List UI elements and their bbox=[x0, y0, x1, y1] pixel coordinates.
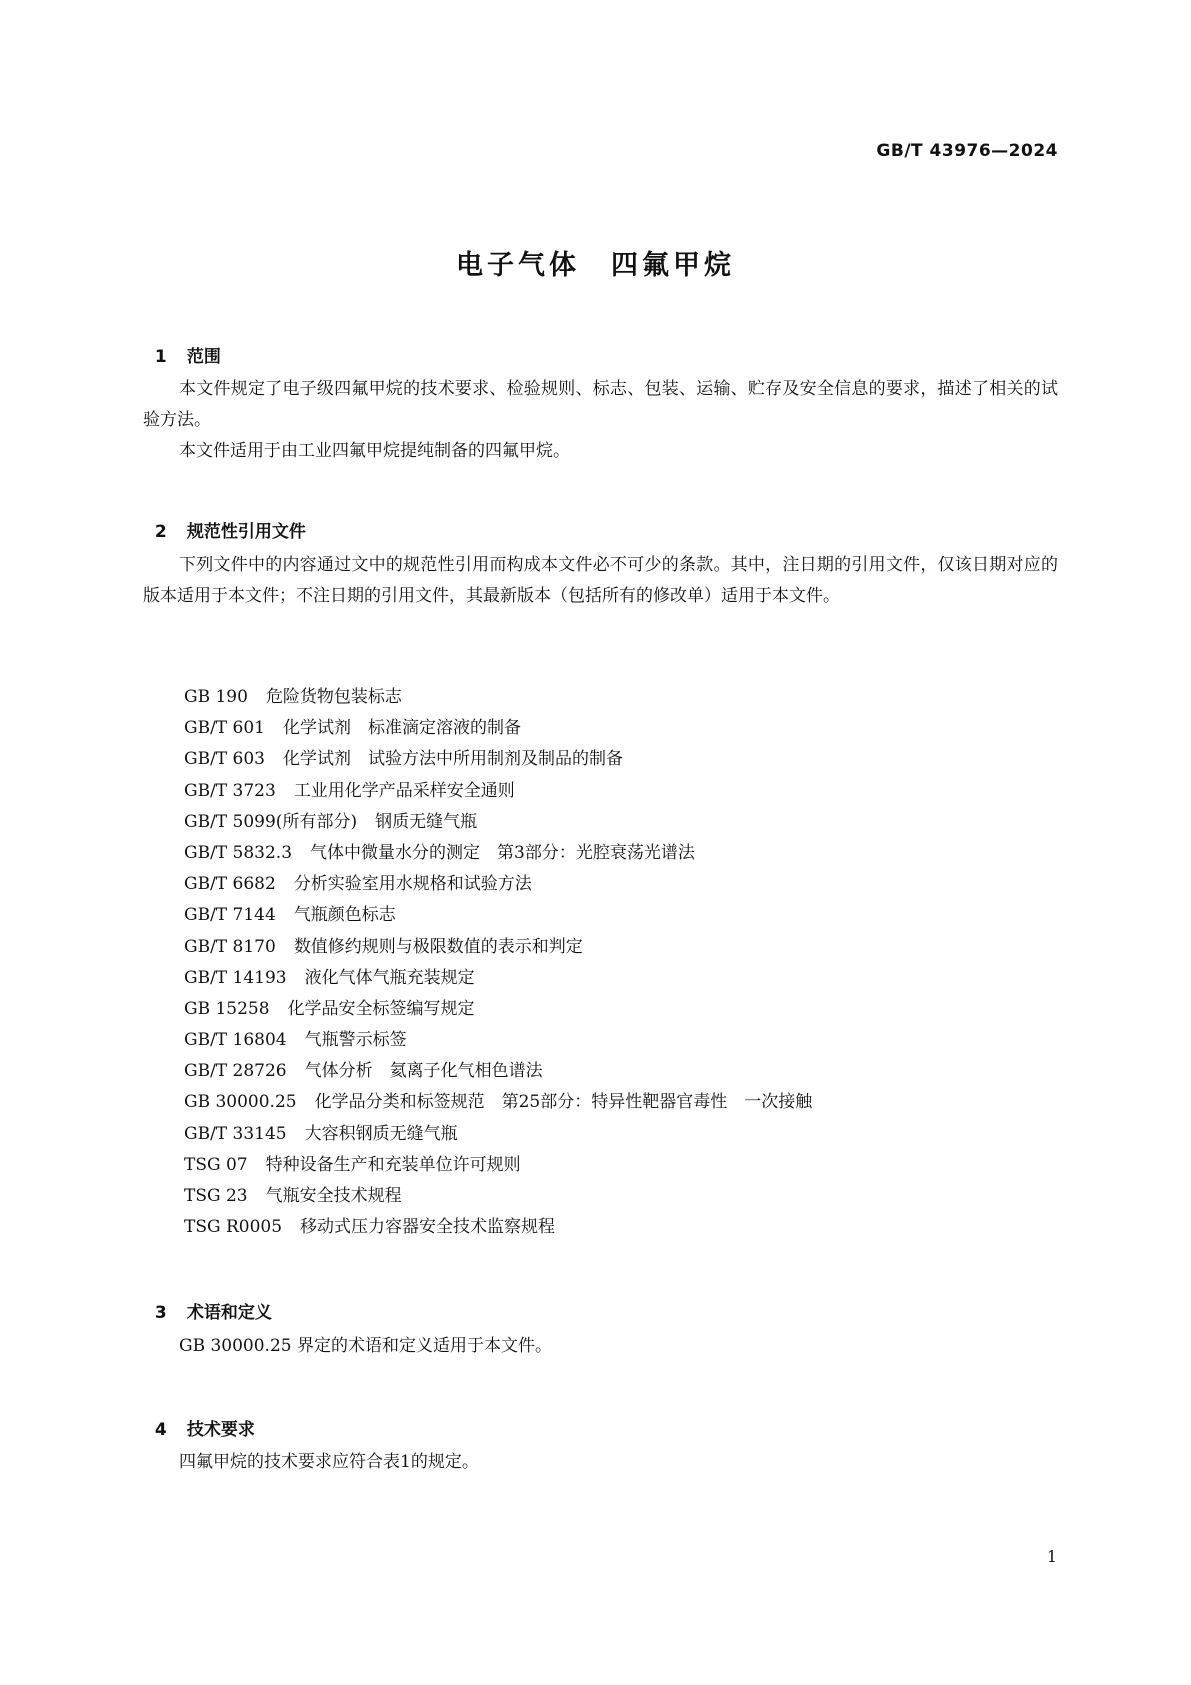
page-number: 1 bbox=[1046, 1547, 1057, 1566]
reference-title: 气瓶颜色标志 bbox=[293, 905, 396, 926]
reference-item bbox=[184, 994, 812, 1025]
standard-number: GB/T 43976—2024 bbox=[876, 141, 1058, 161]
reference-title: 钢质无缝气瓶 bbox=[375, 811, 478, 832]
requirements-paragraph: 四氟甲烷的技术要求应符合表1的规定。 bbox=[179, 1452, 479, 1472]
reference-code: GB 30000.25 bbox=[184, 1092, 297, 1113]
section-title: 范围 bbox=[186, 347, 221, 367]
section-number: 3 bbox=[154, 1303, 167, 1323]
section-number: 2 bbox=[154, 522, 167, 542]
reference-title: 特种设备生产和充装单位许可规则 bbox=[265, 1154, 521, 1175]
reference-item bbox=[184, 1056, 812, 1087]
section-title: 术语和定义 bbox=[186, 1303, 272, 1323]
reference-item bbox=[184, 869, 812, 900]
reference-title: 数值修约规则与极限数值的表示和判定 bbox=[293, 936, 583, 957]
reference-code: GB 190 bbox=[184, 687, 248, 707]
section-heading-technical-requirements bbox=[143, 1395, 255, 1440]
reference-code: GB/T 28726 bbox=[184, 1061, 287, 1082]
reference-title: 化学品安全标签编写规定 bbox=[287, 998, 475, 1019]
reference-code: GB/T 33145 bbox=[184, 1123, 287, 1144]
reference-title: 化学试剂 试验方法中所用制剂及制品的制备 bbox=[283, 749, 623, 770]
reference-code: GB/T 601 bbox=[184, 718, 265, 739]
reference-code: GB/T 6682 bbox=[184, 874, 276, 895]
reference-code: TSG 07 bbox=[184, 1154, 248, 1175]
reference-item bbox=[184, 838, 812, 869]
reference-title: 气体中微量水分的测定 第3部分：光腔衰荡光谱法 bbox=[310, 842, 695, 863]
reference-item bbox=[184, 807, 812, 838]
scope-paragraph: 本文件适用于由工业四氟甲烷提纯制备的四氟甲烷。 bbox=[179, 441, 570, 461]
reference-code: GB/T 14193 bbox=[184, 967, 287, 988]
reference-item bbox=[184, 682, 812, 713]
reference-list bbox=[184, 682, 812, 1243]
reference-item bbox=[184, 900, 812, 931]
reference-item bbox=[184, 1150, 812, 1181]
reference-item bbox=[184, 1212, 812, 1243]
reference-title: 大容积钢质无缝气瓶 bbox=[304, 1123, 458, 1144]
section-title: 技术要求 bbox=[186, 1420, 255, 1440]
section-number: 4 bbox=[154, 1420, 167, 1440]
reference-title: 气瓶警示标签 bbox=[304, 1030, 407, 1051]
section-heading-terms-and-definitions bbox=[143, 1278, 272, 1323]
reference-title: 分析实验室用水规格和试验方法 bbox=[293, 874, 532, 895]
reference-code: TSG R0005 bbox=[184, 1217, 283, 1238]
reference-item bbox=[184, 776, 812, 807]
reference-title: 气瓶安全技术规程 bbox=[265, 1186, 402, 1206]
reference-title: 液化气体气瓶充装规定 bbox=[304, 967, 475, 988]
references-intro-paragraph: 下列文件中的内容通过文中的规范性引用而构成本文件必不可少的条款。其中，注日期的引用文件，仅该日期对应的版本适用于本文件；不注日期的引用文件，其最新版本（包括所有的修改单）适用于本文件。 bbox=[143, 555, 1058, 606]
reference-code: GB/T 7144 bbox=[184, 905, 276, 926]
reference-title: 工业用化学产品采样安全通则 bbox=[293, 780, 515, 801]
reference-code: GB/T 16804 bbox=[184, 1030, 287, 1051]
section-heading-normative-references bbox=[143, 497, 306, 542]
section-title: 规范性引用文件 bbox=[186, 522, 306, 542]
reference-title: 化学品分类和标签规范 第25部分：特异性靶器官毒性 一次接触 bbox=[314, 1092, 813, 1113]
reference-code: GB/T 8170 bbox=[184, 936, 276, 957]
reference-title: 化学试剂 标准滴定溶液的制备 bbox=[283, 718, 521, 739]
document-title: 电子气体 四氟甲烷 bbox=[456, 250, 735, 281]
section-number: 1 bbox=[154, 347, 167, 367]
reference-title: 气体分析 氦离子化气相色谱法 bbox=[304, 1061, 543, 1082]
reference-code: GB 15258 bbox=[184, 998, 270, 1019]
terms-paragraph: GB 30000.25 界定的术语和定义适用于本文件。 bbox=[179, 1336, 552, 1356]
reference-item bbox=[184, 1087, 812, 1118]
reference-code: GB/T 5832.3 bbox=[184, 842, 293, 863]
reference-item bbox=[184, 932, 812, 963]
reference-item bbox=[184, 1119, 812, 1150]
reference-item bbox=[184, 744, 812, 775]
section-heading-scope bbox=[143, 322, 221, 367]
reference-code: GB/T 603 bbox=[184, 749, 265, 770]
reference-code: GB/T 5099(所有部分) bbox=[184, 811, 358, 832]
reference-item bbox=[184, 1181, 812, 1212]
reference-title: 危险货物包装标志 bbox=[265, 687, 402, 707]
reference-title: 移动式压力容器安全技术监察规程 bbox=[300, 1217, 556, 1238]
reference-code: TSG 23 bbox=[184, 1186, 248, 1206]
reference-item bbox=[184, 713, 812, 744]
reference-item bbox=[184, 1025, 812, 1056]
reference-code: GB/T 3723 bbox=[184, 780, 276, 801]
reference-item bbox=[184, 963, 812, 994]
scope-paragraph: 本文件规定了电子级四氟甲烷的技术要求、检验规则、标志、包装、运输、贮存及安全信息的要求，描述了相关的试验方法。 bbox=[143, 379, 1058, 430]
